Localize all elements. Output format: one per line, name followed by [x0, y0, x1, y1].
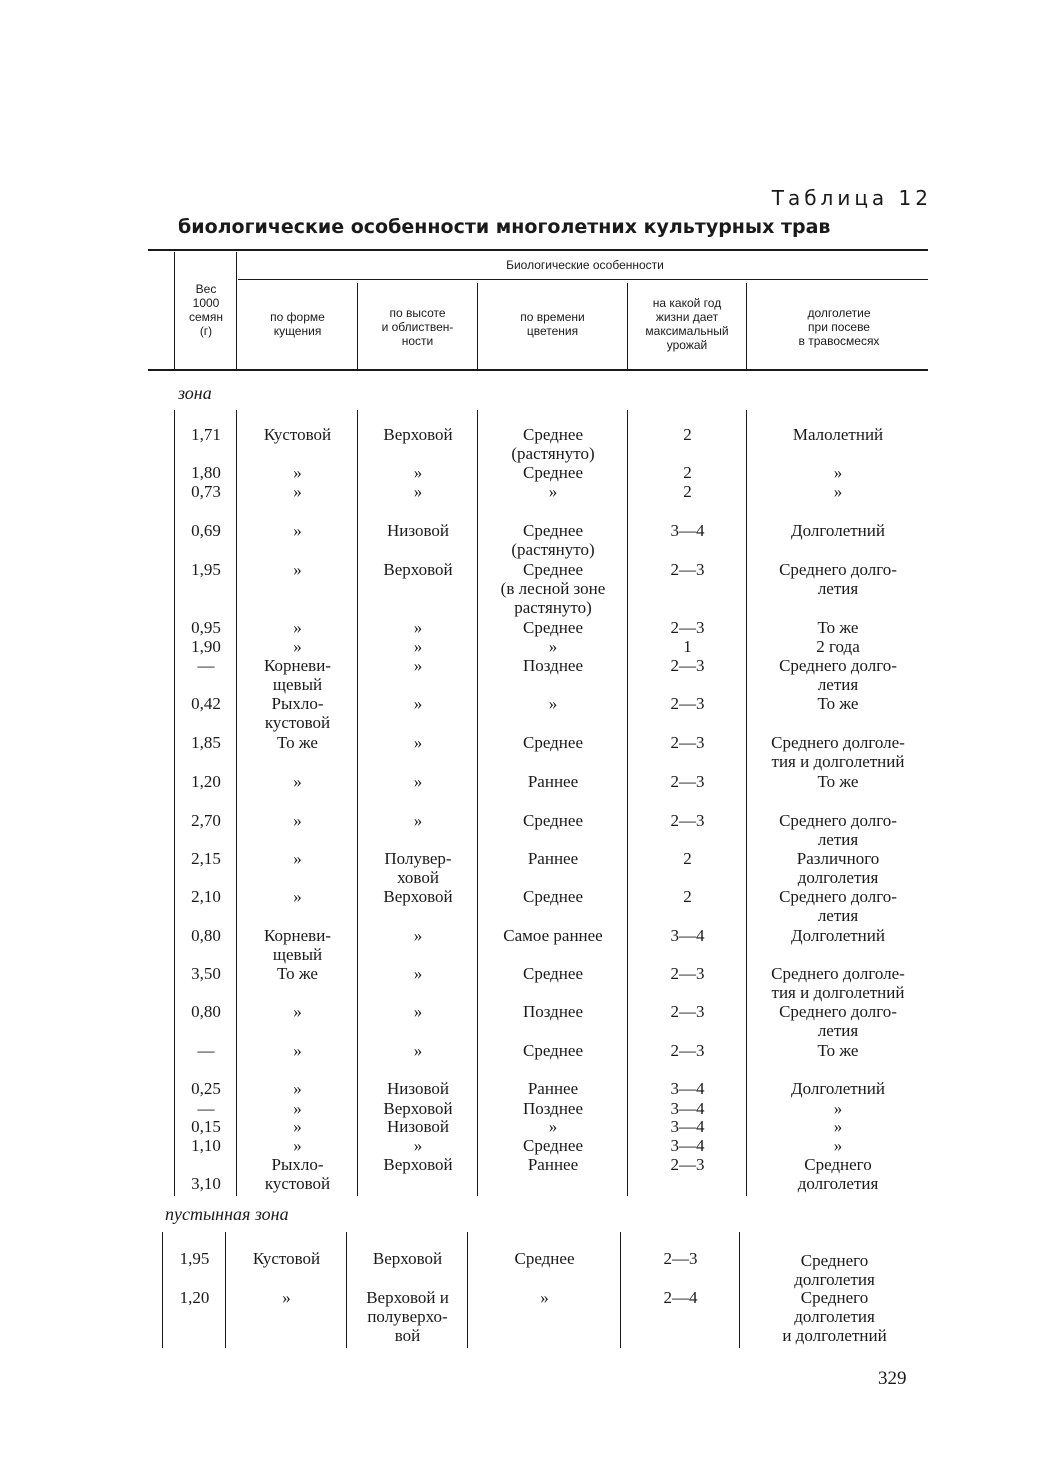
column-divider [620, 1232, 621, 1348]
cell-year: 2—3 [670, 656, 705, 675]
cell-height: Низовой [387, 1079, 449, 1098]
cell-weight: 1,71 [191, 425, 221, 444]
cell-weight: 1,20 [191, 772, 221, 791]
cell-bloom: Раннее [527, 849, 579, 868]
cell-longevity: » [833, 1136, 843, 1155]
cell-longevity: Долголетний [791, 521, 885, 540]
cell-bloom: » [548, 482, 558, 501]
cell-weight: — [197, 1041, 215, 1060]
header-col-bloom: по времени цветения [520, 310, 585, 338]
cell-bloom: Среднее [523, 463, 583, 482]
header-divider [746, 283, 747, 369]
cell-height: Верховой и полуверхо- вой [366, 1288, 449, 1345]
cell-longevity: Среднего долголетия [797, 1155, 879, 1193]
cell-longevity: Малолетний [792, 425, 884, 444]
cell-longevity: Среднего долго- летия [779, 811, 897, 849]
cell-longevity: » [833, 1099, 843, 1118]
cell-year: 3—4 [670, 1079, 705, 1098]
cell-weight: 1,95 [191, 560, 221, 579]
cell-longevity: » [833, 1117, 843, 1136]
header-group-title: Биологические особенности [506, 258, 664, 272]
cell-form: Кустовой [252, 1249, 321, 1268]
table-label: Таблица 12 [771, 186, 932, 210]
cell-year: 2 [683, 887, 692, 906]
cell-bloom: » [548, 637, 558, 656]
cell-bloom: Среднее [523, 1136, 583, 1155]
cell-weight: 1,85 [191, 733, 221, 752]
cell-form: » [293, 1041, 302, 1060]
cell-weight: 1,90 [191, 637, 221, 656]
cell-weight: 0,80 [191, 926, 221, 945]
header-col-year: на какой год жизни дает максимальный урожай [645, 296, 729, 352]
cell-bloom: Среднее [523, 887, 583, 906]
cell-bloom: Среднее [523, 964, 583, 983]
header-col-longevity: долголетие при посеве в травосмесях [798, 306, 880, 348]
cell-bloom: Среднее [523, 1041, 583, 1060]
cell-year: 2—3 [670, 1041, 705, 1060]
cell-weight: 2,70 [191, 811, 221, 830]
cell-form: Кустовой [263, 425, 332, 444]
cell-form: Корневи- щевый [264, 656, 331, 694]
cell-year: 2—3 [670, 1155, 705, 1174]
cell-form: » [282, 1288, 291, 1307]
cell-form: » [293, 1079, 302, 1098]
cell-height: » [413, 618, 423, 637]
cell-form: » [293, 849, 302, 868]
cell-bloom: Среднее [523, 811, 583, 830]
cell-longevity: Среднего долголе- тия и долголетний [771, 733, 905, 771]
cell-year: 2 [683, 482, 692, 501]
cell-weight: 1,95 [179, 1249, 210, 1268]
cell-bloom: Среднее (в лесной зоне растянуто) [500, 560, 606, 617]
cell-longevity: Долголетний [791, 926, 885, 945]
cell-year: 2—3 [670, 618, 705, 637]
column-divider [236, 410, 237, 1196]
cell-year: 2—3 [670, 811, 705, 830]
cell-weight: 3,50 [191, 964, 221, 983]
header-divider [627, 283, 628, 369]
zone-label-1: зона [178, 383, 212, 403]
column-divider [174, 410, 175, 1196]
cell-bloom: Раннее [527, 1079, 579, 1098]
cell-bloom: Среднее (растянуто) [511, 425, 595, 463]
cell-bloom: Среднее [523, 733, 583, 752]
cell-height: Верховой [372, 1249, 443, 1268]
cell-year: 3—4 [670, 926, 705, 945]
cell-year: 2—3 [670, 1002, 705, 1021]
cell-height: » [413, 733, 423, 752]
column-divider [739, 1232, 740, 1348]
cell-longevity: Среднего долго- летия [779, 1002, 897, 1040]
cell-height: » [413, 964, 423, 983]
cell-height: » [413, 926, 423, 945]
cell-bloom: Самое раннее [503, 926, 603, 945]
cell-bloom: Позднее [522, 1002, 584, 1021]
cell-form: » [293, 1099, 302, 1118]
cell-longevity: 2 года [816, 637, 860, 656]
cell-longevity: Среднего долго- летия [779, 560, 897, 598]
cell-longevity: Среднего долго- летия [779, 656, 897, 694]
cell-longevity: Среднего долголетия и долголетний [782, 1288, 887, 1345]
cell-weight: 0,80 [191, 1002, 221, 1021]
header-divider [236, 252, 237, 369]
cell-weight: — [197, 656, 215, 675]
header-divider [477, 283, 478, 369]
cell-form: Корневи- щевый [264, 926, 331, 964]
cell-bloom: » [548, 1117, 558, 1136]
cell-height: » [413, 463, 423, 482]
cell-year: 3—4 [670, 1136, 705, 1155]
cell-year: 2—3 [670, 772, 705, 791]
cell-weight: 2,10 [191, 887, 221, 906]
cell-form: » [293, 637, 302, 656]
cell-bloom: » [548, 694, 558, 713]
cell-weight: 2,15 [191, 849, 221, 868]
cell-weight: — [197, 1099, 215, 1118]
cell-weight: 0,69 [191, 521, 221, 540]
cell-height: » [413, 811, 423, 830]
cell-year: 2—4 [663, 1288, 698, 1307]
header-weight: Вес 1000 семян (г) [188, 282, 224, 338]
cell-bloom: Среднее (растянуто) [511, 521, 595, 559]
cell-form: » [293, 887, 302, 906]
header-top-rule [148, 249, 928, 251]
cell-longevity: » [833, 482, 843, 501]
cell-form: » [293, 521, 302, 540]
cell-bloom: Раннее [527, 1155, 579, 1174]
cell-bloom: Среднее [523, 618, 583, 637]
cell-height: » [413, 656, 423, 675]
cell-form: » [293, 560, 302, 579]
header-bottom-rule [148, 369, 928, 371]
header-col-form: по форме кущения [270, 310, 325, 338]
cell-form: » [293, 482, 302, 501]
column-divider [225, 1232, 226, 1348]
cell-year: 3—4 [670, 1099, 705, 1118]
cell-year: 2—3 [670, 560, 705, 579]
cell-height: » [413, 772, 423, 791]
cell-year: 2 [683, 425, 692, 444]
cell-year: 2—3 [663, 1249, 698, 1268]
cell-year: 2—3 [670, 964, 705, 983]
cell-height: Низовой [387, 521, 449, 540]
header-divider [174, 252, 175, 369]
cell-longevity: Среднего долголе- тия и долголетний [771, 964, 905, 1002]
column-divider [627, 410, 628, 1196]
cell-form: » [293, 1117, 302, 1136]
cell-longevity: То же [817, 772, 859, 791]
cell-height: » [413, 637, 423, 656]
cell-height: » [413, 694, 423, 713]
cell-year: 2 [683, 463, 692, 482]
cell-height: » [413, 1041, 423, 1060]
cell-longevity: То же [817, 618, 859, 637]
cell-weight: 0,95 [191, 618, 221, 637]
cell-longevity: Долголетний [791, 1079, 885, 1098]
cell-bloom: Позднее [522, 1099, 584, 1118]
column-divider [477, 410, 478, 1196]
cell-weight: 3,10 [191, 1174, 221, 1193]
cell-bloom: Среднее [514, 1249, 575, 1268]
cell-weight: 1,80 [191, 463, 221, 482]
column-divider [467, 1232, 468, 1348]
cell-form: » [293, 811, 302, 830]
cell-height: Верховой [383, 560, 453, 579]
cell-bloom: » [540, 1288, 549, 1307]
cell-form: Рыхло- кустовой [264, 694, 331, 732]
cell-year: 3—4 [670, 1117, 705, 1136]
cell-form: » [293, 1002, 302, 1021]
cell-form: » [293, 618, 302, 637]
table-title: биологические особенности многолетних культурных трав [178, 216, 831, 238]
cell-year: 2 [683, 849, 692, 868]
cell-weight: 1,10 [191, 1136, 221, 1155]
page-number: 329 [878, 1368, 907, 1389]
cell-bloom: Раннее [527, 772, 579, 791]
cell-weight: 0,25 [191, 1079, 221, 1098]
cell-form: » [293, 772, 302, 791]
column-divider [346, 1232, 347, 1348]
cell-weight: 1,20 [179, 1288, 210, 1307]
column-divider [746, 410, 747, 1196]
cell-height: Верховой [383, 887, 453, 906]
cell-weight: 0,15 [191, 1117, 221, 1136]
column-divider [357, 410, 358, 1196]
zone-label-2: пустынная зона [165, 1204, 289, 1224]
header-col-height: по высоте и облиствен- ности [381, 306, 454, 348]
cell-longevity: То же [817, 694, 859, 713]
cell-height: Низовой [387, 1117, 449, 1136]
cell-form: Рыхло- кустовой [264, 1155, 331, 1193]
cell-longevity: То же [817, 1041, 859, 1060]
cell-year: 1 [683, 637, 692, 656]
cell-height: Верховой [383, 1099, 453, 1118]
cell-height: Полувер- ховой [384, 849, 452, 887]
cell-bloom: Позднее [522, 656, 584, 675]
cell-longevity: » [833, 463, 843, 482]
cell-year: 3—4 [670, 521, 705, 540]
cell-height: » [413, 1002, 423, 1021]
cell-year: 2—3 [670, 733, 705, 752]
cell-form: То же [277, 964, 318, 983]
header-group-rule [238, 279, 928, 280]
cell-longevity: Среднего долголетия [794, 1251, 875, 1289]
cell-year: 2—3 [670, 694, 705, 713]
cell-weight: 0,42 [191, 694, 221, 713]
cell-form: » [293, 463, 302, 482]
header-divider [357, 283, 358, 369]
cell-height: » [413, 1136, 423, 1155]
cell-longevity: Различного долголетия [796, 849, 880, 887]
cell-form: То же [277, 733, 318, 752]
cell-height: » [413, 482, 423, 501]
cell-height: Верховой [383, 425, 453, 444]
cell-longevity: Среднего долго- летия [779, 887, 897, 925]
cell-form: » [293, 1136, 302, 1155]
cell-height: Верховой [383, 1155, 453, 1174]
cell-weight: 0,73 [191, 482, 221, 501]
column-divider [162, 1232, 163, 1348]
